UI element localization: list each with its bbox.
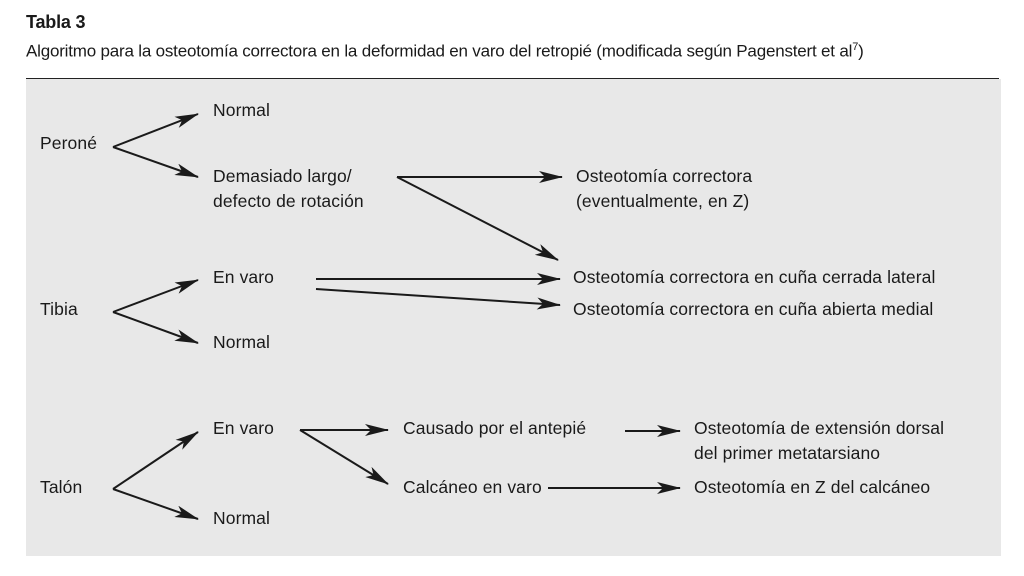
label-tibia-normal: Normal	[213, 332, 270, 352]
label-talon-varo: En varo	[213, 418, 275, 438]
arrow-perone-normal	[113, 114, 198, 147]
label-talon-normal: Normal	[213, 508, 270, 528]
caption-close: )	[858, 41, 864, 61]
label-forefoot-result-1: Osteotomía de extensión dorsal	[694, 418, 945, 438]
label-perone: Peroné	[40, 133, 98, 153]
label-closed-wedge: Osteotomía correctora en cuña cerrada lateral	[573, 267, 936, 287]
label-talon: Talón	[40, 477, 83, 497]
arrow-long-closed-wedge	[397, 177, 558, 260]
arrow-tibia-normal	[113, 312, 198, 343]
label-forefoot: Causado por el antepié	[403, 418, 587, 438]
arrow-perone-long	[113, 147, 198, 177]
label-perone-result-2: (eventualmente, en Z)	[576, 191, 750, 211]
label-tibia-varo: En varo	[213, 267, 275, 287]
arrow-tibia-varo	[113, 280, 198, 312]
label-perone-result-1: Osteotomía correctora	[576, 166, 753, 186]
arrow-talon-varo	[113, 432, 198, 489]
caption-text: Algoritmo para la osteotomía correctora en la deformidad en varo del retropié (modificada según Pagenstert et al	[26, 41, 853, 61]
label-tibia: Tibia	[40, 299, 78, 319]
label-open-wedge: Osteotomía correctora en cuña abierta medial	[573, 299, 934, 319]
label-perone-long-2: defecto de rotación	[213, 191, 364, 211]
label-perone-long-1: Demasiado largo/	[213, 166, 352, 186]
label-forefoot-result-2: del primer metatarsiano	[694, 443, 881, 463]
arrow-varo-calcaneus	[300, 430, 388, 484]
arrow-varo-open-wedge	[316, 289, 560, 305]
table-label: Tabla 3	[26, 12, 86, 32]
label-calcaneus-varo: Calcáneo en varo	[403, 477, 542, 497]
label-perone-normal: Normal	[213, 100, 270, 120]
arrow-talon-normal	[113, 489, 198, 519]
caption-reference: 7	[852, 41, 859, 53]
label-calcaneus-result: Osteotomía en Z del calcáneo	[694, 477, 931, 497]
